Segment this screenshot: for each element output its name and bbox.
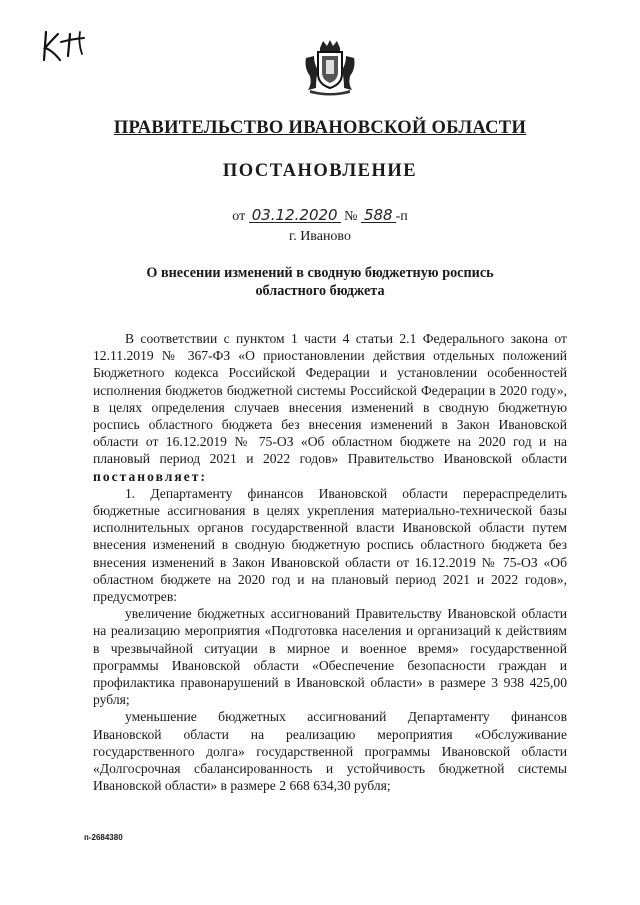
- coat-of-arms-icon: [302, 38, 358, 96]
- government-title: ПРАВИТЕЛЬСТВО ИВАНОВСКОЙ ОБЛАСТИ: [113, 118, 527, 138]
- decree-subject: [0, 264, 640, 300]
- decree-number: 588: [361, 208, 396, 223]
- date-number-line: [0, 208, 640, 225]
- paragraph-increase: увеличение бюджетных ассигнований Правительству Ивановской области на реализацию мероприятия «Подготовка населения и организаций к действиям в чрезвычайной ситуации в мирное и военное время» государственной программы Ивановской области «Обеспечение безопасности граждан и профилактика правонарушений в Ивановской области» в размере 3 938 425,00 рубля;: [93, 606, 567, 708]
- subject-line-2: областного бюджета: [255, 283, 385, 299]
- paragraph-item-1: 1. Департаменту финансов Ивановской области перераспределить бюджетные ассигнования в целях укрепления материально-технической базы исполнительных органов государственной власти Ивановской области путем внесения изменений в сводную бюджетную роспись областного бюджета без внесения изменений в Закон Ивановской области от 16.12.2019 № 75-ОЗ «Об областном бюджете на 2020 год и на плановый период 2021 и 2022 годов», предусмотрев:: [93, 485, 567, 605]
- subject-line-1: О внесении изменений в сводную бюджетную роспись: [146, 265, 494, 281]
- preamble-text: В соответствии с пунктом 1 части 4 статьи 2.1 Федерального закона от 12.11.2019 № 367-ФЗ «О приостановлении действия отдельных положений Бюджетного кодекса Российской Федерации и установлении особенностей исполнения бюджетов бюджетной системы Российской Федерации в 2020 году», в целях определения случаев внесения изменений в сводную бюджетную роспись областного бюджета без внесения изменений в Закон Ивановской области от 16.12.2019 № 75-ОЗ «Об областном бюджете на 2020 год и на плановый период 2021 и 2022 годов» Правительство Ивановской области: [93, 331, 567, 467]
- decree-body: [93, 330, 567, 794]
- number-suffix: -п: [395, 209, 408, 224]
- decree-date: 03.12.2020: [249, 208, 341, 223]
- date-prefix: от: [232, 209, 246, 224]
- decree-keyword: постановляет:: [93, 468, 207, 484]
- handwritten-mark: [40, 28, 94, 62]
- city-name: г. Иваново: [289, 229, 351, 244]
- paragraph-preamble: [93, 330, 567, 485]
- document-type-title: ПОСТАНОВЛЕНИЕ: [222, 161, 418, 181]
- number-prefix: №: [344, 209, 358, 224]
- paragraph-decrease: уменьшение бюджетных ассигнований Департаменту финансов Ивановской области на реализацию мероприятия «Обслуживание государственного долга» государственной программы Ивановской области «Долгосрочная сбалансированность и устойчивость бюджетной системы Ивановской области» в размере 2 668 634,30 рубля;: [93, 709, 567, 794]
- document-code: п-2684380: [84, 833, 123, 842]
- handwritten-initials-icon: [40, 28, 94, 62]
